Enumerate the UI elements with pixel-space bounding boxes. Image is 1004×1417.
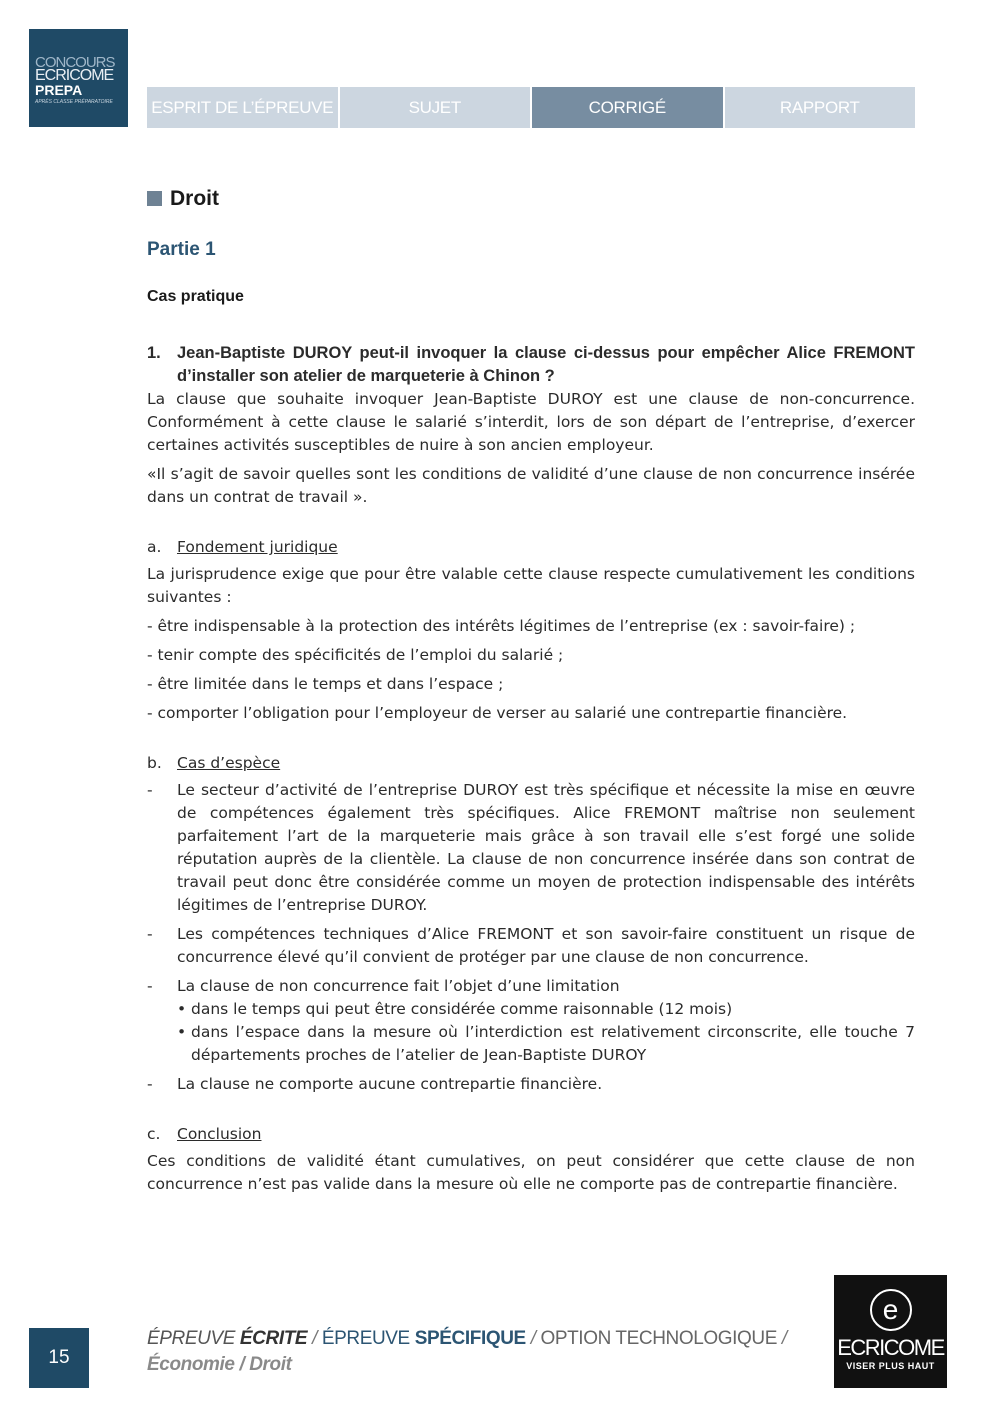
part-b-item-limitation: [177, 975, 915, 1067]
subheading-c-letter: c.: [147, 1125, 161, 1143]
logo-line-apres: APRÈS CLASSE PRÉPARATOIRE: [35, 99, 113, 105]
subheading-b: [147, 752, 915, 775]
part-a-item: - être indispensable à la protection des intérêts légitimes de l’entreprise (ex : savoir-faire) ;: [147, 617, 856, 635]
tab-sujet[interactable]: SUJET: [340, 87, 531, 128]
bullet-text: dans l’espace dans la mesure où l’interdiction est relativement circonscrite, elle touche 7 départements proches de l’atelier de Jean-Baptiste DUROY: [191, 1023, 915, 1064]
part-a-item: - comporter l’obligation pour l’employeur de verser au salarié une contrepartie financière.: [147, 704, 848, 722]
part-b-item: [147, 779, 915, 917]
part-b-item-text: Les compétences techniques d’Alice FREMONT et son savoir-faire constituent un risque de concurrence élevé qu’il convient de protéger par une clause de non concurrence.: [177, 925, 915, 966]
footer-word: SPÉCIFIQUE: [414, 1328, 526, 1349]
logo-tagline: VISER PLUS HAUT: [846, 1361, 935, 1371]
subheading-b-letter: b.: [147, 754, 162, 772]
footer-line-2: Économie / Droit: [147, 1354, 292, 1375]
question-1: [147, 342, 915, 388]
tab-esprit-epreuve[interactable]: ESPRIT DE L’ÉPREUVE: [147, 87, 338, 128]
square-bullet-icon: [147, 191, 162, 206]
bullet-item: [177, 1021, 915, 1067]
section-heading: [147, 184, 915, 212]
section-title: Droit: [170, 186, 219, 210]
bullet-item: [177, 998, 915, 1021]
subheading-a-letter: a.: [147, 538, 162, 556]
question-number: 1.: [147, 344, 161, 362]
part-a-intro: La jurisprudence exige que pour être valable cette clause respecte cumulativement les conditions suivantes :: [147, 565, 915, 606]
footer-word: OPTION TECHNOLOGIQUE: [540, 1328, 778, 1349]
intro-paragraph-1: La clause que souhaite invoquer Jean-Baptiste DUROY est une clause de non-concurrence. Conformément à cette clause le salarié s’interdit, lors de son départ de l’entreprise, d’exercer certaines activités susceptibles de nuire à son ancien employeur.: [147, 390, 915, 454]
part-b-item-text: La clause de non concurrence fait l’objet d’une limitation: [177, 977, 620, 995]
part-b-item-text: La clause ne comporte aucune contrepartie financière.: [177, 1075, 603, 1093]
part-title: Partie 1: [147, 239, 216, 260]
tab-corrige[interactable]: CORRIGÉ: [532, 87, 723, 128]
part-b-item: [147, 975, 915, 1067]
footer-word: ÉPREUVE: [321, 1328, 410, 1349]
footer-separator: /: [307, 1328, 322, 1349]
dash-marker: -: [147, 925, 153, 943]
dash-marker: -: [147, 1075, 153, 1093]
part-a-item: - être limitée dans le temps et dans l’espace ;: [147, 675, 504, 693]
footer-word: ÉPREUVE: [147, 1328, 236, 1349]
subheading-a-title: Fondement juridique: [177, 538, 338, 556]
bullet-marker: •: [177, 1023, 187, 1041]
subheading-a: [147, 536, 915, 559]
part-b-item: [147, 923, 915, 969]
dash-marker: -: [147, 977, 153, 995]
part-a-item: - tenir compte des spécificités de l’emploi du salarié ;: [147, 646, 564, 664]
tab-rapport[interactable]: RAPPORT: [725, 87, 916, 128]
logo-line-concours: CONCOURS: [35, 54, 115, 71]
subheading-b-title: Cas d’espèce: [177, 754, 281, 772]
footer-title: [147, 1326, 787, 1378]
question-text: Jean-Baptiste DUROY peut-il invoquer la clause ci-dessus pour empêcher Alice FREMONT d’installer son atelier de marqueterie à Chinon ?: [177, 344, 915, 385]
part-b-item-text: Le secteur d’activité de l’entreprise DUROY est très spécifique et nécessite la mise en œuvre de compétences également très spécifiques. Alice FREMONT maîtrise non seulement parfaitement l’art de la marqueterie mais grâce à son travail elle s’est forgé une solide réputation auprès de la clientèle. La clause de non concurrence insérée dans son contrat de travail peut donc être considérée comme un moyen de protection indispensable des intérêts légitimes de l’entreprise DUROY.: [177, 781, 915, 914]
bullet-marker: •: [177, 1000, 187, 1018]
footer-separator: /: [525, 1328, 541, 1349]
bullet-text: dans le temps qui peut être considérée comme raisonnable (12 mois): [191, 1000, 733, 1018]
case-title: Cas pratique: [147, 288, 244, 305]
intro-paragraph-2: «Il s’agit de savoir quelles sont les conditions de validité d’une clause de non concurrence insérée dans un contrat de travail ».: [147, 465, 915, 506]
dash-marker: -: [147, 781, 153, 799]
footer-word: ÉCRITE: [239, 1328, 308, 1349]
logo-name: ECRICOME: [837, 1335, 944, 1360]
part-b-item: [147, 1073, 915, 1096]
footer-separator: /: [777, 1328, 787, 1349]
logo-line-ecricome: ECRICOME: [35, 67, 114, 84]
logo-line-prepa: PREPA: [35, 82, 83, 98]
ecricome-logo: [834, 1275, 947, 1388]
ecricome-prepa-logo: [29, 29, 128, 127]
section-tabs: [147, 87, 915, 128]
subheading-c: [147, 1123, 915, 1146]
conclusion-paragraph: Ces conditions de validité étant cumulatives, on peut considérer que cette clause de non concurrence n’est pas valide dans la mesure où elle ne comporte pas de contrepartie financière.: [147, 1152, 915, 1193]
subheading-c-title: Conclusion: [177, 1125, 262, 1143]
main-content: [147, 180, 915, 1202]
ecricome-e-icon: e: [870, 1289, 912, 1331]
page-number: 15: [29, 1328, 89, 1388]
footer-line-1: [147, 1326, 787, 1352]
